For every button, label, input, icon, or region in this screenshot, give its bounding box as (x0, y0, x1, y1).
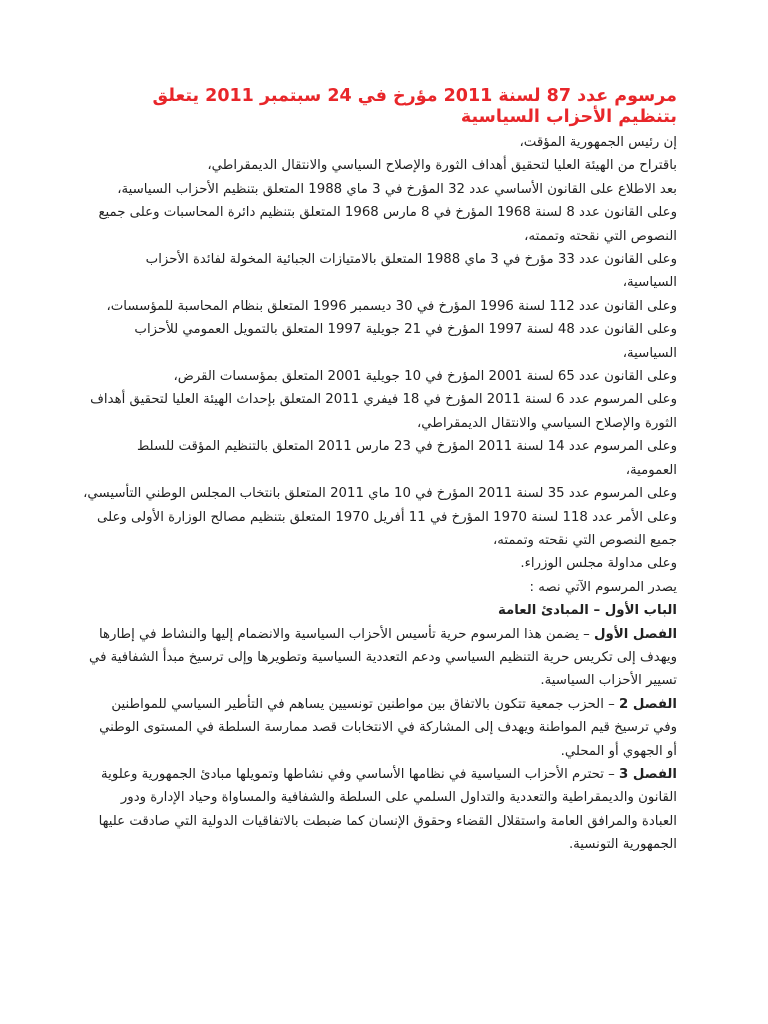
article-text: – يضمن هذا المرسوم حرية تأسيس الأحزاب السياسية والانضمام إليها والنشاط في إطارها ويهدف إلى تكريس حرية التنظيم السياسي ودعم التعددية السياسية وتطويرها وإلى ترسيخ مبدأ الشفافية في تسيير الأحزاب السياسية. (88, 626, 677, 689)
preamble-line: وعلى المرسوم عدد 35 لسنة 2011 المؤرخ في 10 ماي 2011 المتعلق بانتخاب المجلس الوطني التأسيسي، (83, 486, 677, 502)
preamble-line: وعلى المرسوم عدد 14 لسنة 2011 المؤرخ في 23 مارس 2011 المتعلق بالتنظيم المؤقت للسلط العمومية، (136, 439, 677, 478)
document-body (83, 131, 677, 857)
preamble-line: وعلى القانون عدد 8 لسنة 1968 المؤرخ في 8 مارس 1968 المتعلق بتنظيم دائرة المحاسبات وعلى جميع النصوص التي نقحته وتممته، (98, 205, 677, 244)
preamble-line: وعلى القانون عدد 112 لسنة 1996 المؤرخ في 30 ديسمبر 1996 المتعلق بنظام المحاسبة للمؤسسات، (106, 298, 677, 314)
preamble-line: وعلى القانون عدد 65 لسنة 2001 المؤرخ في 10 جويلية 2001 المتعلق بمؤسسات القرض، (173, 369, 677, 385)
article-label: الفصل 3 (619, 766, 677, 782)
preamble-line: وعلى القانون عدد 33 مؤرخ في 3 ماي 1988 المتعلق بالامتيازات الجبائية المخولة لفائدة الأحزاب السياسية، (145, 252, 677, 291)
article-paragraph (88, 763, 677, 857)
preamble-line: إن رئيس الجمهورية المؤقت، (519, 135, 677, 150)
chapter-heading: الباب الأول – المبادئ العامة (497, 603, 677, 619)
preamble-line: بعد الاطلاع على القانون الأساسي عدد 32 المؤرخ في 3 ماي 1988 المتعلق بتنظيم الأحزاب السياسية، (117, 181, 677, 197)
preamble-line: وعلى القانون عدد 48 لسنة 1997 المؤرخ في 21 جويلية 1997 المتعلق بالتمويل العمومي للأحزاب السياسية، (134, 322, 677, 361)
article-label: الفصل الأول (594, 626, 677, 642)
preamble-line: وعلى الأمر عدد 118 لسنة 1970 المؤرخ في 11 أفريل 1970 المتعلق بتنظيم مصالح الوزارة الأولى وعلى جميع النصوص التي نقحته وتممته، (96, 509, 677, 548)
document-title: مرسوم عدد 87 لسنة 2011 مؤرخ في 24 سبتمبر 2011 يتعلق بتنظيم الأحزاب السياسية (152, 86, 677, 127)
preamble-line: باقتراح من الهيئة العليا لتحقيق أهداف الثورة والإصلاح السياسي والانتقال الديمقراطي، (207, 158, 677, 174)
article-paragraph (88, 623, 677, 693)
article-text: – الحزب جمعية تتكون بالاتفاق بين مواطنين تونسيين يساهم في التأطير السياسي للمواطنين وفي ترسيخ قيم المواطنة ويهدف إلى المشاركة في الانتخابات قصد ممارسة السلطة في المستوى الوطني أو الجهوي أو المحلي. (99, 696, 677, 759)
document-page (83, 86, 677, 857)
article-text: – تحترم الأحزاب السياسية في نظامها الأساسي وفي نشاطها وتمويلها مبادئ الجمهورية وعلوية القانون والديمقراطية والتعددية والتداول السلمي على السلطة والشفافية والمساواة وحياد الإدارة ودور العبادة والمرافق العامة واستقلال القضاء وحقوق الإنسان كما ضبطت بالاتفاقيات الدولية التي صادقت عليها الجمهورية التونسية. (98, 766, 677, 853)
preamble-line: وعلى المرسوم عدد 6 لسنة 2011 المؤرخ في 18 فيفري 2011 المتعلق بإحداث الهيئة العليا لتحقيق أهداف الثورة والإصلاح السياسي والانتقال الديمقراطي، (90, 392, 677, 431)
preamble-line: يصدر المرسوم الآتي نصه : (529, 579, 677, 595)
article-paragraph (88, 693, 677, 763)
article-label: الفصل 2 (619, 696, 677, 712)
preamble-line: وعلى مداولة مجلس الوزراء. (520, 556, 677, 572)
